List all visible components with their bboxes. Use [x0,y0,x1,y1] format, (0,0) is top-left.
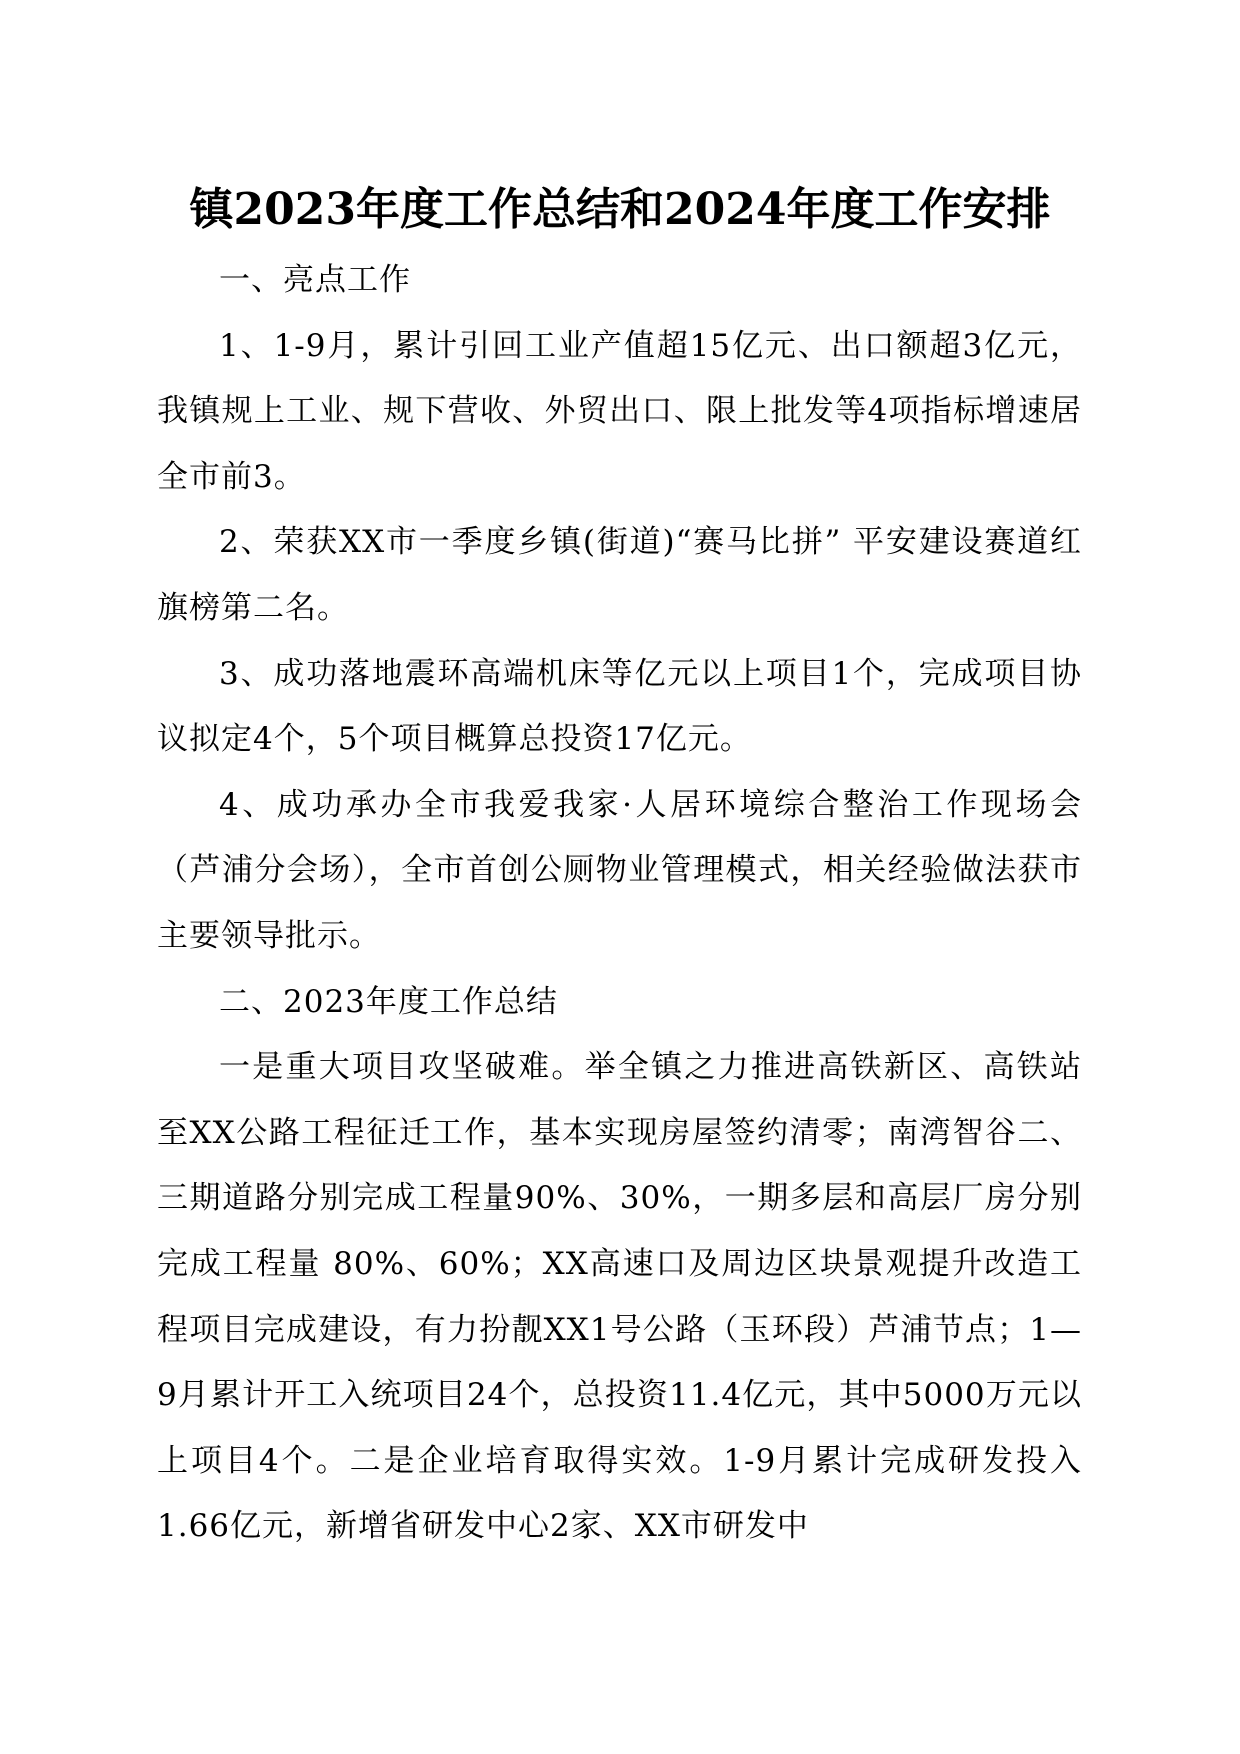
highlight-item-2: 2、荣获XX市一季度乡镇(街道)“赛马比拼” 平安建设赛道红旗榜第二名。 [157,524,1082,626]
summary-paragraph: 一是重大项目攻坚破难。举全镇之力推进高铁新区、高铁站至XX公路工程征迁工作，基本实现房屋签约清零；南湾智谷二、三期道路分别完成工程量90%、30%，一期多层和高层厂房分别完成工程量 80%、60%；XX高速口及周边区块景观提升改造工程项目完成建设，有力扮靓XX1号公路（玉环段）芦浦节点；1—9月累计开工入统项目24个，总投资11.4亿元，其中5000万元以上项目4个。二是企业培育取得实效。1-9月累计完成研发投入1.66亿元，新增省研发中心2家、XX市研发中 [157,1049,1082,1545]
section-heading-summary: 二、2023年度工作总结 [219,983,558,1020]
section-heading-highlights: 一、亮点工作 [219,262,411,298]
document-body [157,248,1082,1560]
highlight-item-1: 1、1-9月，累计引回工业产值超15亿元、出口额超3亿元，我镇规上工业、规下营收、外贸出口、限上批发等4项指标增速居全市前3。 [157,327,1082,495]
highlight-item-4: 4、成功承办全市我爱我家·人居环境综合整治工作现场会（芦浦分会场），全市首创公厕物业管理模式，相关经验做法获市主要领导批示。 [157,786,1082,954]
highlight-item-3: 3、成功落地震环高端机床等亿元以上项目1个，完成项目协议拟定4个，5个项目概算总投资17亿元。 [157,655,1082,758]
document-title: 镇2023年度工作总结和2024年度工作安排 [189,184,1051,235]
